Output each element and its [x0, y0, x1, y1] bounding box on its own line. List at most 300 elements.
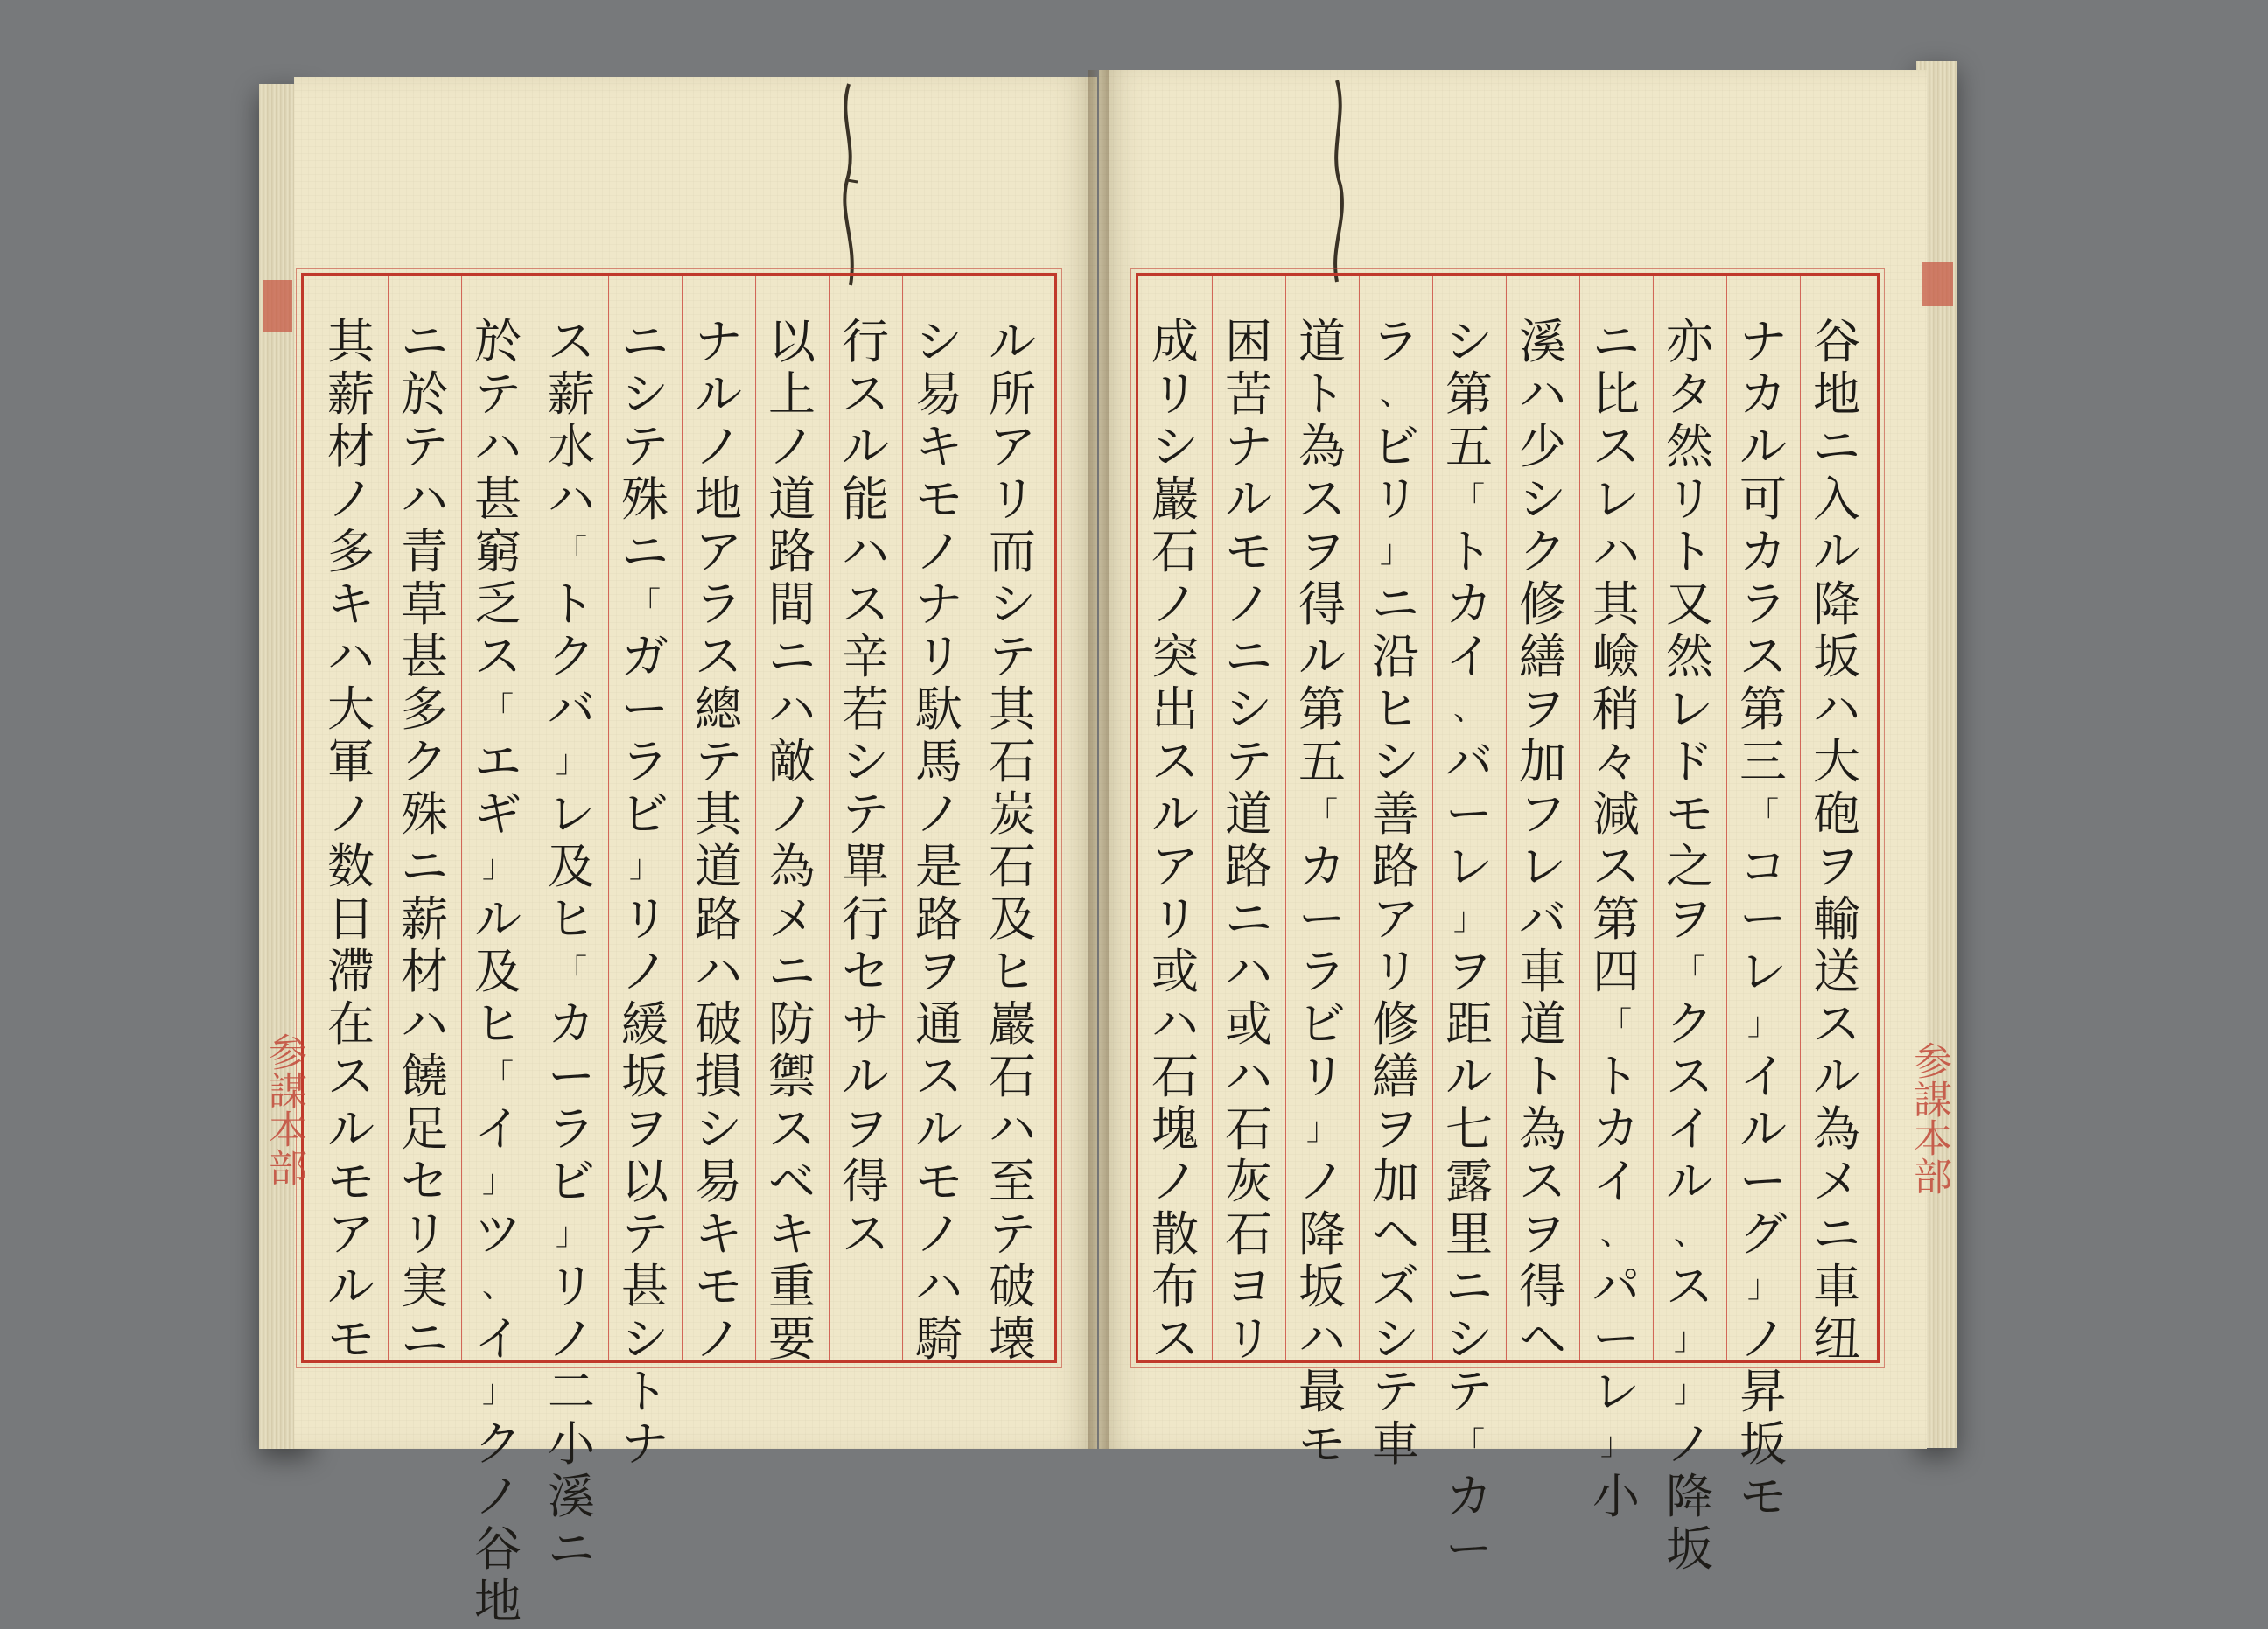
glyph: ス: [915, 1049, 962, 1104]
glyph: ル: [1446, 1049, 1493, 1104]
glyph: 石: [989, 734, 1036, 789]
glyph: ビ: [1372, 419, 1419, 474]
glyph: 多: [401, 682, 448, 737]
glyph: ナ: [1740, 314, 1787, 369]
glyph: ヘ: [1519, 1311, 1566, 1367]
glyph: テ: [621, 419, 668, 474]
text-column: [1658, 314, 1721, 1577]
text-column: [1732, 314, 1795, 1524]
glyph: 減: [1592, 787, 1640, 842]
glyph: リ: [548, 1259, 595, 1314]
glyph: 」: [1600, 1426, 1632, 1462]
glyph: シ: [695, 1101, 742, 1157]
glyph: 繕: [1372, 1049, 1419, 1104]
glyph: レ: [1666, 682, 1713, 737]
glyph: 得: [1519, 1259, 1566, 1314]
glyph: 窮: [474, 524, 522, 579]
glyph: 然: [1666, 419, 1713, 474]
glyph: 地: [1813, 367, 1860, 422]
glyph: 散: [1152, 1206, 1199, 1262]
glyph: カ: [1740, 367, 1787, 422]
glyph: ス: [1666, 1049, 1713, 1104]
glyph: 及: [474, 944, 522, 999]
glyph: フ: [1519, 787, 1566, 842]
stamp-char: 部: [262, 1148, 306, 1186]
glyph: 」: [555, 744, 587, 780]
glyph: 壊: [989, 1311, 1036, 1367]
glyph: ヲ: [915, 944, 962, 999]
glyph: ハ: [1152, 996, 1199, 1052]
glyph: 五: [1446, 419, 1493, 474]
glyph: リ: [401, 1206, 448, 1262]
glyph: テ: [1372, 1364, 1419, 1419]
column-rule: [1432, 276, 1433, 1360]
glyph: 材: [401, 944, 448, 999]
glyph: セ: [842, 944, 889, 999]
glyph: 降: [1813, 577, 1860, 632]
glyph: 降: [1298, 1206, 1346, 1262]
glyph: 以: [621, 1154, 668, 1209]
glyph: 若: [842, 682, 889, 737]
glyph: イ: [1592, 1154, 1640, 1209]
glyph: ノ: [915, 524, 962, 579]
glyph: レ: [1592, 472, 1640, 527]
glyph: ー: [1740, 891, 1787, 947]
glyph: ル: [1813, 524, 1860, 579]
glyph: 降: [1666, 1469, 1713, 1524]
glyph: 二: [548, 1364, 595, 1419]
glyph: リ: [915, 629, 962, 684]
glyph: 間: [768, 577, 816, 632]
glyph: ト: [1298, 367, 1346, 422]
glyph: テ: [989, 1206, 1036, 1262]
glyph: 及: [989, 891, 1036, 947]
glyph: ル: [1152, 787, 1199, 842]
glyph: 」: [1452, 901, 1485, 937]
glyph: ニ: [768, 944, 816, 999]
glyph: 七: [1446, 1101, 1493, 1157]
glyph: 実: [401, 1259, 448, 1314]
glyph: ス: [842, 367, 889, 422]
glyph: ヲ: [1372, 1101, 1419, 1157]
glyph: ノ: [1298, 1154, 1346, 1209]
glyph: 」: [481, 1374, 514, 1409]
glyph: ト: [1666, 524, 1713, 579]
glyph: 小: [548, 1416, 595, 1472]
column-rule: [535, 276, 536, 1360]
glyph: 行: [842, 314, 889, 369]
glyph: 而: [989, 524, 1036, 579]
glyph: ハ: [1298, 1311, 1346, 1367]
glyph: 甚: [474, 472, 522, 527]
glyph: 、: [1379, 376, 1411, 412]
glyph: ル: [915, 1101, 962, 1157]
glyph: ス: [695, 629, 742, 684]
glyph: ヲ: [621, 1101, 668, 1157]
column-rule: [829, 276, 830, 1360]
glyph: ル: [1813, 1049, 1860, 1104]
glyph: 軍: [327, 734, 374, 789]
glyph: バ: [548, 682, 595, 737]
glyph: ー: [1446, 1521, 1493, 1577]
glyph: 道: [768, 472, 816, 527]
glyph: 」: [1746, 1006, 1779, 1042]
text-column: [540, 314, 603, 1577]
glyph: ラ: [621, 734, 668, 789]
glyph: ノ: [768, 419, 816, 474]
binding-thread-right: [1321, 80, 1356, 282]
glyph: 」: [481, 1164, 514, 1199]
column-rule: [1653, 276, 1654, 1360]
text-column: [1511, 314, 1574, 1367]
glyph: 「: [1600, 1006, 1632, 1042]
glyph: ー: [548, 1049, 595, 1104]
glyph: シ: [1152, 419, 1199, 474]
glyph: 或: [1225, 996, 1272, 1052]
glyph: 亦: [1666, 314, 1713, 369]
glyph: ビ: [1298, 996, 1346, 1052]
glyph: シ: [989, 577, 1036, 632]
glyph: ト: [1446, 524, 1493, 579]
glyph: 能: [842, 472, 889, 527]
glyph: 道: [1519, 996, 1566, 1052]
glyph: 之: [1666, 839, 1713, 894]
glyph: ヲ: [1519, 1206, 1566, 1262]
glyph: 石: [1152, 524, 1199, 579]
glyph: 道: [1225, 787, 1272, 842]
glyph: 第: [1740, 682, 1787, 737]
glyph: ニ: [1592, 314, 1640, 369]
stamp-left: [262, 1032, 304, 1186]
glyph: テ: [695, 734, 742, 789]
glyph: 為: [1298, 419, 1346, 474]
glyph: 石: [989, 1049, 1036, 1104]
glyph: ハ: [1225, 1049, 1272, 1104]
glyph: イ: [1446, 629, 1493, 684]
glyph: ー: [1446, 787, 1493, 842]
glyph: 坂: [1813, 629, 1860, 684]
glyph: リ: [1372, 472, 1419, 527]
glyph: 溪: [548, 1469, 595, 1524]
glyph: 路: [695, 891, 742, 947]
glyph: イ: [474, 1101, 522, 1157]
glyph: 沿: [1372, 629, 1419, 684]
glyph: ニ: [401, 839, 448, 894]
glyph: ヒ: [548, 891, 595, 947]
glyph: リ: [621, 891, 668, 947]
glyph: ノ: [1152, 1154, 1199, 1209]
glyph: 易: [915, 367, 962, 422]
glyph: 三: [1740, 734, 1787, 789]
glyph: 道: [1298, 314, 1346, 369]
glyph: 石: [1225, 1101, 1272, 1157]
glyph: シ: [915, 314, 962, 369]
glyph: 所: [989, 367, 1036, 422]
text-column: [1144, 314, 1207, 1367]
glyph: モ: [327, 1154, 374, 1209]
text-column: [1438, 314, 1501, 1577]
glyph: 石: [989, 839, 1036, 894]
glyph: 送: [1813, 944, 1860, 999]
glyph: 昇: [1740, 1364, 1787, 1419]
glyph: 修: [1372, 996, 1419, 1052]
text-column: [1291, 314, 1354, 1472]
glyph: ア: [327, 1206, 374, 1262]
glyph: ニ: [401, 1311, 448, 1367]
edge-stamp-mark: [1922, 262, 1953, 306]
glyph: ル: [327, 1101, 374, 1157]
glyph: レ: [1519, 839, 1566, 894]
glyph: カ: [1740, 524, 1787, 579]
glyph: 車: [1519, 944, 1566, 999]
glyph: イ: [1740, 1049, 1787, 1104]
glyph: ク: [401, 734, 448, 789]
glyph: リ: [1666, 472, 1713, 527]
glyph: 巖: [1152, 472, 1199, 527]
glyph: ト: [1519, 1049, 1566, 1104]
glyph: ニ: [1225, 891, 1272, 947]
glyph: 、: [1452, 691, 1485, 727]
glyph: 饒: [401, 1049, 448, 1104]
glyph: ル: [1298, 629, 1346, 684]
glyph: 是: [915, 839, 962, 894]
glyph: ハ: [474, 419, 522, 474]
glyph: ヲ: [1446, 944, 1493, 999]
glyph: 為: [1813, 1101, 1860, 1157]
glyph: 得: [1298, 577, 1346, 632]
glyph: 」: [1673, 1374, 1705, 1409]
glyph: 道: [695, 839, 742, 894]
glyph: レ: [548, 787, 595, 842]
glyph: シ: [1372, 1311, 1419, 1367]
stamp-char: 謀: [1907, 1080, 1951, 1118]
glyph: 至: [989, 1154, 1036, 1209]
glyph: 於: [474, 314, 522, 369]
glyph: ス: [474, 629, 522, 684]
glyph: 溪: [1519, 314, 1566, 369]
glyph: 突: [1152, 629, 1199, 684]
text-column: [393, 314, 456, 1367]
glyph: 谷: [474, 1521, 522, 1577]
glyph: 為: [1519, 1101, 1566, 1157]
glyph: キ: [695, 1206, 742, 1262]
glyph: 其: [989, 682, 1036, 737]
glyph: ハ: [548, 472, 595, 527]
glyph: ニ: [1813, 1206, 1860, 1262]
glyph: ヒ: [989, 944, 1036, 999]
glyph: 、: [1600, 1216, 1632, 1252]
stamp-char: 参: [1907, 1041, 1951, 1080]
column-rule: [1359, 276, 1360, 1360]
right-text-frame: [1136, 273, 1880, 1577]
text-column: [760, 314, 823, 1367]
glyph: 損: [695, 1049, 742, 1104]
glyph: 總: [695, 682, 742, 737]
glyph: 「: [628, 586, 661, 622]
glyph: テ: [1446, 1364, 1493, 1419]
glyph: ス: [1592, 419, 1640, 474]
glyph: 出: [1152, 682, 1199, 737]
column-rule: [608, 276, 609, 1360]
glyph: ノ: [695, 419, 742, 474]
glyph: 成: [1152, 314, 1199, 369]
glyph: 路: [768, 524, 816, 579]
glyph: 々: [1592, 734, 1640, 789]
glyph: ス: [1298, 472, 1346, 527]
glyph: 数: [327, 839, 374, 894]
glyph: 又: [1666, 577, 1713, 632]
glyph: 「: [1452, 481, 1485, 517]
glyph: 材: [327, 419, 374, 474]
glyph: ス: [1152, 734, 1199, 789]
glyph: メ: [768, 891, 816, 947]
glyph: 地: [474, 1574, 522, 1629]
glyph: 入: [1813, 472, 1860, 527]
glyph: ビ: [621, 787, 668, 842]
text-column: [981, 314, 1044, 1367]
glyph: ス: [1813, 996, 1860, 1052]
glyph: 其: [695, 787, 742, 842]
glyph: ト: [1592, 1049, 1640, 1104]
glyph: ア: [989, 419, 1036, 474]
glyph: ニ: [621, 314, 668, 369]
glyph: 在: [327, 996, 374, 1052]
glyph: 坂: [1666, 1521, 1713, 1577]
glyph: 」: [628, 849, 661, 884]
glyph: 加: [1519, 734, 1566, 789]
glyph: 馬: [915, 734, 962, 789]
glyph: サ: [842, 996, 889, 1052]
glyph: 距: [1446, 996, 1493, 1052]
glyph: ニ: [401, 314, 448, 369]
glyph: ノ: [327, 472, 374, 527]
glyph: リ: [1152, 891, 1199, 947]
glyph: 然: [1666, 629, 1713, 684]
glyph: ラ: [1372, 314, 1419, 369]
glyph: ラ: [695, 577, 742, 632]
glyph: ル: [1666, 1154, 1713, 1209]
glyph: ー: [1740, 1154, 1787, 1209]
column-rule: [755, 276, 756, 1360]
glyph: エ: [474, 734, 522, 789]
glyph: 日: [327, 891, 374, 947]
glyph: 石: [1152, 1049, 1199, 1104]
glyph: 」: [1746, 1269, 1779, 1304]
glyph: リ: [1298, 1049, 1346, 1104]
glyph: グ: [1740, 1206, 1787, 1262]
glyph: 「: [555, 534, 587, 570]
glyph: 第: [1592, 891, 1640, 947]
glyph: 上: [768, 367, 816, 422]
glyph: ナ: [915, 577, 962, 632]
text-column: [1805, 314, 1868, 1367]
glyph: 、: [1673, 1216, 1705, 1252]
glyph: ラ: [1740, 577, 1787, 632]
glyph: ル: [695, 367, 742, 422]
glyph: ハ: [1813, 682, 1860, 737]
glyph: ノ: [695, 1311, 742, 1367]
glyph: ル: [474, 891, 522, 947]
glyph: ノ: [1225, 577, 1272, 632]
glyph: 輸: [1813, 891, 1860, 947]
text-column: [319, 314, 382, 1367]
glyph: ヒ: [474, 996, 522, 1052]
glyph: ニ: [1813, 419, 1860, 474]
glyph: 「: [1452, 1426, 1485, 1462]
glyph: 薪: [327, 367, 374, 422]
glyph: ノ: [1666, 1416, 1713, 1472]
glyph: 地: [695, 472, 742, 527]
glyph: 「: [481, 691, 514, 727]
glyph: シ: [1225, 682, 1272, 737]
glyph: リ: [1225, 1311, 1272, 1367]
glyph: ス: [768, 1101, 816, 1157]
glyph: モ: [915, 472, 962, 527]
glyph: ヲ: [1519, 682, 1566, 737]
glyph: ハ: [401, 996, 448, 1052]
glyph: 」: [555, 1216, 587, 1252]
glyph: ノ: [915, 1206, 962, 1262]
glyph: イ: [474, 1311, 522, 1367]
glyph: ド: [1666, 734, 1713, 789]
glyph: ト: [621, 1364, 668, 1419]
glyph: ナ: [1225, 419, 1272, 474]
book-gutter: [1088, 70, 1110, 1449]
glyph: ノ: [1152, 577, 1199, 632]
glyph: モ: [695, 1259, 742, 1314]
glyph: 其: [327, 314, 374, 369]
glyph: ノ: [1740, 1311, 1787, 1367]
glyph: 車: [1372, 1416, 1419, 1472]
glyph: カ: [1446, 577, 1493, 632]
glyph: ニ: [1446, 1259, 1493, 1314]
glyph: 坂: [621, 1049, 668, 1104]
glyph: ー: [1298, 891, 1346, 947]
glyph: 行: [842, 891, 889, 947]
glyph: 石: [1225, 1206, 1272, 1262]
glyph: 少: [1519, 419, 1566, 474]
glyph: ル: [1740, 419, 1787, 474]
column-rule: [902, 276, 903, 1360]
glyph: 路: [915, 891, 962, 947]
left-text-frame: [301, 273, 1057, 1629]
text-column: [907, 314, 970, 1367]
glyph: 纽: [1813, 1311, 1860, 1367]
glyph: タ: [1666, 367, 1713, 422]
glyph: 以: [768, 314, 816, 369]
text-column: [834, 316, 897, 1348]
glyph: ス: [842, 577, 889, 632]
column-rule: [1212, 276, 1213, 1360]
glyph: ヲ: [842, 1101, 889, 1157]
column-rule: [461, 276, 462, 1360]
glyph: ヲ: [1298, 524, 1346, 579]
glyph: 破: [695, 996, 742, 1052]
glyph: 灰: [1225, 1154, 1272, 1209]
glyph: ナ: [695, 314, 742, 369]
glyph: ー: [621, 682, 668, 737]
glyph: 防: [768, 996, 816, 1052]
glyph: リ: [989, 472, 1036, 527]
glyph: 大: [327, 682, 374, 737]
glyph: テ: [474, 367, 522, 422]
glyph: テ: [842, 787, 889, 842]
glyph: ラ: [548, 1101, 595, 1157]
glyph: 」: [1673, 1321, 1705, 1357]
glyph: 甚: [401, 629, 448, 684]
glyph: モ: [1225, 524, 1272, 579]
glyph: モ: [915, 1154, 962, 1209]
